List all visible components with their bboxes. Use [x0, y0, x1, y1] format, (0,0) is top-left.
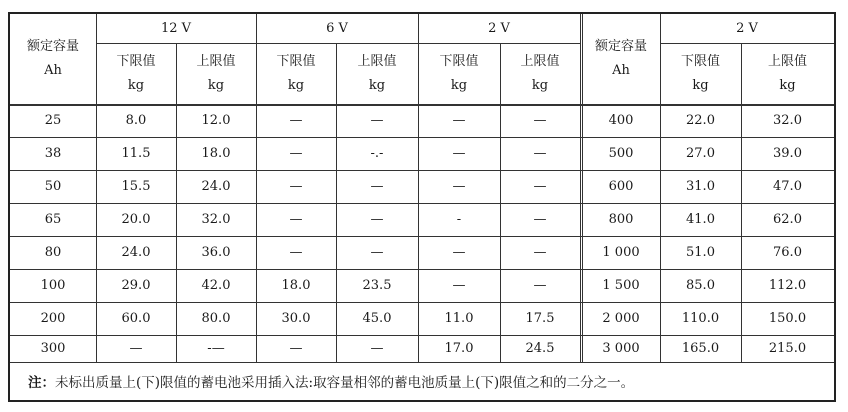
- header-lower-1-line-0: 下限值: [276, 53, 316, 69]
- table-cell: 17.0: [444, 341, 474, 356]
- table-cell: —: [370, 179, 384, 194]
- header-upper-right-line-0: 上限值: [767, 53, 807, 69]
- table-cell-right: 32.0: [773, 113, 802, 128]
- table-cell-right: 165.0: [681, 341, 720, 356]
- table-cell: —: [289, 146, 303, 161]
- table-cell-right: 22.0: [686, 113, 715, 128]
- header-upper-1-line-1: kg: [368, 77, 386, 93]
- table-cell: 36.0: [201, 245, 231, 260]
- table-cell: 300: [40, 341, 66, 356]
- header-lower-2-line-1: kg: [450, 77, 468, 93]
- table-cell: 80: [44, 245, 62, 260]
- table-cell: 11.5: [121, 146, 151, 161]
- table-cell: 12.0: [201, 113, 231, 128]
- table-cell: —: [533, 146, 547, 161]
- table-cell: —: [452, 113, 466, 128]
- table-cell: 50: [44, 179, 62, 194]
- table-cell: 45.0: [362, 311, 392, 326]
- table-cell: 24.5: [525, 341, 555, 356]
- table-cell: 11.0: [444, 311, 474, 326]
- table-cell: 17.5: [525, 311, 555, 326]
- table-cell: —: [289, 179, 303, 194]
- table-cell: 29.0: [121, 278, 151, 293]
- header-voltage-1: 6 V: [326, 21, 348, 36]
- table-cell-right: 800: [608, 212, 634, 227]
- table-cell: 20.0: [121, 212, 151, 227]
- header-lower-0-line-0: 下限值: [116, 53, 156, 69]
- table-cell-right: 112.0: [768, 278, 807, 293]
- header-capacity-left-line-0: 额定容量: [26, 39, 79, 54]
- table-cell: 200: [40, 311, 66, 326]
- battery-mass-table: [8, 12, 836, 402]
- table-cell-right: 27.0: [686, 146, 715, 161]
- table-cell: 23.5: [362, 278, 392, 293]
- header-lower-2-line-0: 下限值: [439, 53, 479, 69]
- note-text: 未标出质量上(下)限值的蓄电池采用插入法:取容量相邻的蓄电池质量上(下)限值之和的二分之一。: [55, 375, 635, 391]
- header-lower-1: [256, 43, 336, 104]
- rule-col: [580, 14, 581, 362]
- table-cell: —: [289, 341, 303, 356]
- table-cell: —: [533, 113, 547, 128]
- header-upper-0-line-0: 上限值: [196, 53, 236, 69]
- table-cell-right: 47.0: [773, 179, 802, 194]
- header-lower-right-line-1: kg: [692, 77, 709, 93]
- table-cell: —: [289, 113, 303, 128]
- table-cell: —: [452, 278, 466, 293]
- table-cell-right: 1 000: [602, 245, 640, 260]
- header-voltage-0: 12 V: [160, 21, 192, 36]
- table-cell: 24.0: [121, 245, 151, 260]
- table-cell: —: [289, 245, 303, 260]
- table-cell: —: [452, 146, 466, 161]
- table-cell: 42.0: [201, 278, 231, 293]
- header-capacity-right-line-1: Ah: [612, 63, 630, 78]
- table-cell: —: [370, 245, 384, 260]
- rule-note-top: [10, 362, 834, 363]
- table-cell: —: [533, 179, 547, 194]
- table-cell-right: 62.0: [773, 212, 802, 227]
- table-cell-right: 31.0: [686, 179, 715, 194]
- table-cell: 60.0: [121, 311, 151, 326]
- table-cell-right: 215.0: [768, 341, 807, 356]
- table-cell-right: 3 000: [602, 341, 640, 356]
- table-cell: 18.0: [281, 278, 311, 293]
- table-cell: 30.0: [281, 311, 311, 326]
- header-capacity-right: [582, 14, 660, 104]
- header-upper-1: [336, 43, 418, 104]
- table-cell-right: 500: [608, 146, 634, 161]
- header-lower-right-line-0: 下限值: [680, 53, 720, 69]
- table-cell: —: [370, 212, 384, 227]
- table-cell: —: [452, 245, 466, 260]
- header-lower-1-line-1: kg: [287, 77, 305, 93]
- table-cell: 80.0: [201, 311, 231, 326]
- header-voltage-2: 2 V: [488, 21, 510, 36]
- table-cell: 65: [44, 212, 62, 227]
- table-cell: -: [456, 212, 462, 227]
- table-cell: —: [129, 341, 143, 356]
- table-cell-right: 1 500: [602, 278, 640, 293]
- table-cell: 15.5: [121, 179, 151, 194]
- header-upper-right-line-1: kg: [779, 77, 796, 93]
- header-upper-2-line-0: 上限值: [520, 53, 560, 69]
- header-voltage-right: 2 V: [736, 21, 758, 36]
- header-capacity-left-line-1: Ah: [44, 63, 62, 78]
- header-lower-0: [96, 43, 176, 104]
- header-upper-2: [500, 43, 580, 104]
- table-cell-right: 600: [608, 179, 634, 194]
- header-lower-right: [660, 43, 741, 104]
- table-cell: —: [289, 212, 303, 227]
- table-cell: 38: [44, 146, 62, 161]
- table-cell: —: [533, 278, 547, 293]
- header-upper-2-line-1: kg: [531, 77, 549, 93]
- table-cell: —: [533, 245, 547, 260]
- note-row: [10, 362, 834, 400]
- header-lower-0-line-1: kg: [127, 77, 145, 93]
- header-capacity-left: [10, 14, 96, 104]
- table-cell: 24.0: [201, 179, 231, 194]
- table-cell: 100: [40, 278, 66, 293]
- table-cell: —: [370, 341, 384, 356]
- table-cell-right: 2 000: [602, 311, 640, 326]
- table-cell-right: 39.0: [773, 146, 802, 161]
- table-cell: 18.0: [201, 146, 231, 161]
- header-capacity-right-line-0: 额定容量: [594, 39, 647, 54]
- table-cell-right: 76.0: [773, 245, 802, 260]
- table-cell-right: 41.0: [686, 212, 715, 227]
- table-cell: 8.0: [125, 113, 147, 128]
- header-upper-0-line-1: kg: [207, 77, 225, 93]
- table-cell-right: 51.0: [686, 245, 715, 260]
- table-cell: 32.0: [201, 212, 231, 227]
- table-cell: —: [533, 212, 547, 227]
- table-cell-right: 150.0: [768, 311, 807, 326]
- table-cell-right: 400: [608, 113, 634, 128]
- header-upper-0: [176, 43, 256, 104]
- table-cell: -—: [207, 341, 225, 356]
- table-cell-right: 110.0: [681, 311, 720, 326]
- table-cell: 25: [44, 113, 62, 128]
- header-upper-right: [741, 43, 834, 104]
- table-cell: —: [452, 179, 466, 194]
- table-cell-right: 85.0: [686, 278, 715, 293]
- table-cell: -.-: [370, 146, 384, 161]
- header-lower-2: [418, 43, 500, 104]
- table-cell: —: [370, 113, 384, 128]
- note-label: 注：: [28, 375, 55, 391]
- header-upper-1-line-0: 上限值: [357, 53, 397, 69]
